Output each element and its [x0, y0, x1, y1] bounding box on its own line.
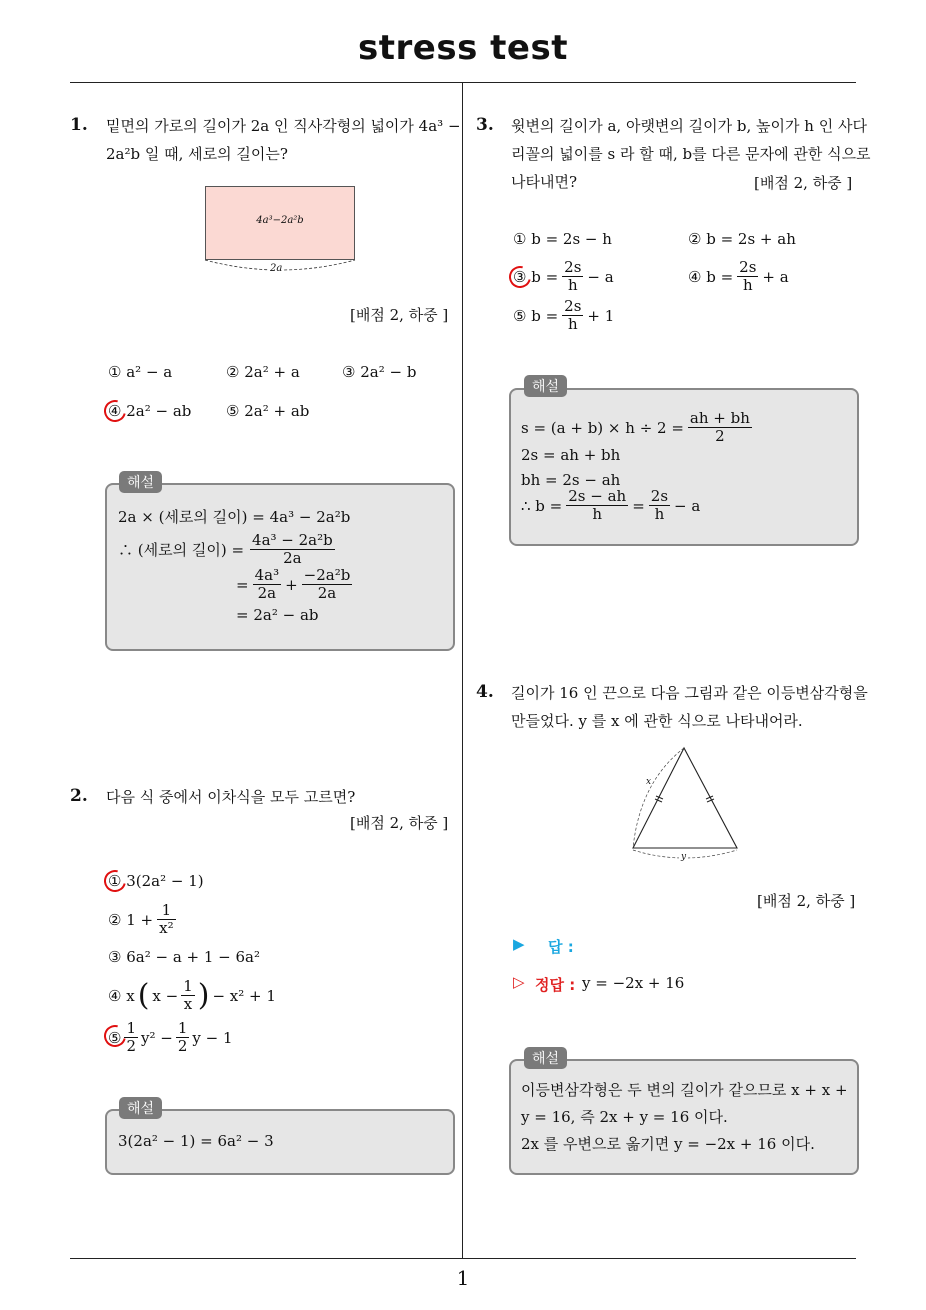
q3-text-line2: 리꼴의 넓이를 s 라 할 때, b를 다른 문자에 관한 식으로 — [511, 145, 871, 163]
choice-text: y − 1 — [192, 1028, 233, 1047]
frac-denominator: 2a — [302, 584, 353, 602]
q3-solution-line1 — [521, 410, 752, 445]
frac-numerator: 2s — [564, 297, 582, 315]
q2-choice-4[interactable] — [108, 978, 276, 1013]
q2-choice-5[interactable] — [108, 1020, 233, 1055]
frac-denominator: h — [649, 505, 670, 523]
q4-solution-line2: y = 16, 즉 2x + y = 16 이다. — [521, 1108, 728, 1126]
q2-choice-3[interactable]: ③ 6a² − a + 1 − 6a² — [108, 948, 261, 966]
frac-numerator: 2s − ah — [568, 487, 627, 505]
equals-sign: = — [236, 575, 249, 594]
q1-choice-2[interactable]: ② 2a² + a — [226, 363, 300, 381]
q3-solution-frac3 — [649, 488, 670, 523]
frac-denominator: x — [181, 995, 195, 1013]
q4-solution-line3: 2x 를 우변으로 옮기면 y = −2x + 16 이다. — [521, 1135, 815, 1153]
solution-text: s = (a + b) × h ÷ 2 = — [521, 418, 684, 437]
q3-choice-5-frac — [562, 298, 583, 333]
frac-denominator: 2 — [177, 1037, 188, 1055]
choice-text: ④ x — [108, 986, 135, 1005]
q1-rectangle-figure — [205, 186, 355, 260]
q1-solution-line2 — [118, 532, 335, 567]
q1-solution-line4: = 2a² − ab — [236, 606, 319, 624]
choice-text: − a — [587, 267, 614, 286]
q1-choice-1[interactable]: ① a² − a — [108, 363, 173, 381]
q3-meta: [배점 2, 하중 ] — [754, 174, 853, 192]
q1-solution-line3 — [236, 567, 352, 602]
q3-solution-tag: 해설 — [524, 375, 567, 397]
q4-answer-marker: ▶ — [513, 935, 525, 953]
frac-numerator: −2a²b — [303, 566, 351, 584]
frac-numerator: 1 — [177, 1019, 188, 1037]
frac-denominator: x² — [159, 919, 174, 937]
left-paren: ( — [137, 977, 150, 1013]
q4-meta: [배점 2, 하중 ] — [757, 892, 856, 910]
q2-choice-5-frac2 — [176, 1020, 190, 1055]
page-title: stress test — [358, 28, 568, 68]
frac-numerator: 1 — [161, 901, 172, 919]
q4-correct-value: y = −2x + 16 — [582, 974, 685, 992]
q1-figure-area-label: 4a³−2a²b — [256, 215, 304, 226]
frac-numerator: 2s — [739, 258, 757, 276]
q3-number: 3. — [476, 115, 494, 135]
frac-denominator: h — [737, 276, 758, 294]
q1-text-line1: 밑면의 가로의 길이가 2a 인 직사각형의 넓이가 4a³ − — [106, 117, 461, 135]
equals-sign: = — [632, 496, 645, 515]
q2-choice-4-frac — [181, 978, 195, 1013]
q2-number: 2. — [70, 786, 88, 806]
q4-figure-base-label: y — [681, 852, 687, 862]
q1-number: 1. — [70, 115, 88, 135]
choice-text: ② 1 + — [108, 910, 154, 929]
frac-denominator: 2 — [688, 427, 752, 445]
footer-rule — [70, 1258, 856, 1259]
choice-text: ④ b = — [688, 267, 734, 286]
q3-choice-4-frac — [737, 259, 758, 294]
q4-text-line1: 길이가 16 인 끈으로 다음 그림과 같은 이등변삼각형을 — [511, 684, 868, 702]
q3-solution-line2: 2s = ah + bh — [521, 446, 621, 464]
q1-solution-frac-a — [253, 567, 282, 602]
q2-solution-line: 3(2a² − 1) = 6a² − 3 — [118, 1132, 274, 1150]
q4-correct-label: 정답 : — [535, 976, 576, 994]
q3-choice-2[interactable]: ② b = 2s + ah — [688, 230, 796, 248]
q3-solution-frac2 — [566, 488, 628, 523]
q1-selection-circle — [100, 396, 130, 426]
q4-figure-side-label: x — [646, 777, 652, 787]
q3-choice-4[interactable] — [688, 259, 789, 294]
q1-choice-3[interactable]: ③ 2a² − b — [342, 363, 417, 381]
q1-solution-frac1 — [250, 532, 335, 567]
choice-text: x − — [152, 986, 179, 1005]
frac-numerator: 1 — [183, 977, 193, 995]
choice-text: + 1 — [587, 306, 615, 325]
frac-denominator: h — [562, 276, 583, 294]
frac-denominator: h — [566, 505, 628, 523]
q2-solution-tag: 해설 — [119, 1097, 162, 1119]
choice-text: y² − — [141, 1028, 173, 1047]
plus-sign: + — [285, 575, 298, 594]
frac-denominator: 2 — [126, 1037, 136, 1055]
choice-text: − x² + 1 — [212, 986, 276, 1005]
q4-solution-tag: 해설 — [524, 1047, 567, 1069]
q4-triangle-figure — [622, 742, 746, 866]
q3-choice-3-frac — [562, 259, 583, 294]
choice-text: ⑤ b = — [513, 306, 559, 325]
header-rule — [70, 82, 856, 83]
frac-denominator: 2a — [250, 549, 335, 567]
q4-text-line2: 만들었다. y 를 x 에 관한 식으로 나타내어라. — [511, 712, 803, 730]
page-number: 1 — [456, 1266, 470, 1290]
q1-solution-line1: 2a × (세로의 길이) = 4a³ − 2a²b — [118, 508, 351, 526]
q1-meta: [배점 2, 하중 ] — [350, 306, 449, 324]
q3-choice-1[interactable]: ① b = 2s − h — [513, 230, 612, 248]
q3-text-line1: 윗변의 길이가 a, 아랫변의 길이가 b, 높이가 h 인 사다 — [511, 117, 867, 135]
frac-numerator: 1 — [126, 1019, 136, 1037]
q2-meta: [배점 2, 하중 ] — [350, 814, 449, 832]
q2-choice-1[interactable]: ① 3(2a² − 1) — [108, 872, 204, 890]
q2-choice-2[interactable] — [108, 902, 176, 937]
solution-text: ∴ b = — [521, 496, 563, 515]
q1-choice-4[interactable]: ④ 2a² − ab — [108, 402, 192, 420]
frac-denominator: h — [562, 315, 583, 333]
q2-choice-2-frac — [157, 902, 175, 937]
q4-correct-marker: ▷ — [513, 973, 525, 991]
frac-numerator: 4a³ — [254, 566, 280, 584]
q1-choice-5[interactable]: ⑤ 2a² + ab — [226, 402, 310, 420]
q3-solution-frac1 — [688, 410, 752, 445]
q4-answer-label: 답 : — [548, 938, 574, 956]
q3-choice-5[interactable] — [513, 298, 614, 333]
frac-numerator: 2s — [650, 487, 669, 505]
q2-text: 다음 식 중에서 이차식을 모두 고르면? — [106, 788, 356, 806]
q2-selection-circle-1 — [100, 866, 130, 896]
q4-number: 4. — [476, 682, 494, 702]
right-paren: ) — [197, 977, 210, 1013]
q1-solution-line2-prefix: ∴ (세로의 길이) = — [118, 541, 245, 559]
frac-numerator: 4a³ − 2a²b — [252, 531, 333, 549]
choice-text: ⑤ — [108, 1028, 122, 1047]
q1-solution-frac-b — [302, 567, 353, 602]
q3-solution-line3: bh = 2s − ah — [521, 471, 621, 489]
q1-solution-tag: 해설 — [119, 471, 162, 493]
frac-denominator: 2a — [253, 584, 282, 602]
q1-text-line2: 2a²b 일 때, 세로의 길이는? — [106, 145, 288, 163]
q3-solution-line4 — [521, 488, 700, 523]
column-divider — [462, 83, 463, 1258]
q3-text-line3: 나타내면? — [511, 173, 578, 191]
q4-solution-line1: 이등변삼각형은 두 변의 길이가 같으므로 x + x + — [521, 1081, 848, 1099]
frac-numerator: ah + bh — [689, 409, 750, 427]
solution-text: − a — [674, 496, 701, 515]
q2-choice-5-frac1 — [124, 1020, 138, 1055]
frac-numerator: 2s — [564, 258, 582, 276]
q1-figure-base-label: 2a — [270, 263, 283, 274]
choice-text: + a — [762, 267, 789, 286]
choice-text: ③ b = — [513, 267, 559, 286]
